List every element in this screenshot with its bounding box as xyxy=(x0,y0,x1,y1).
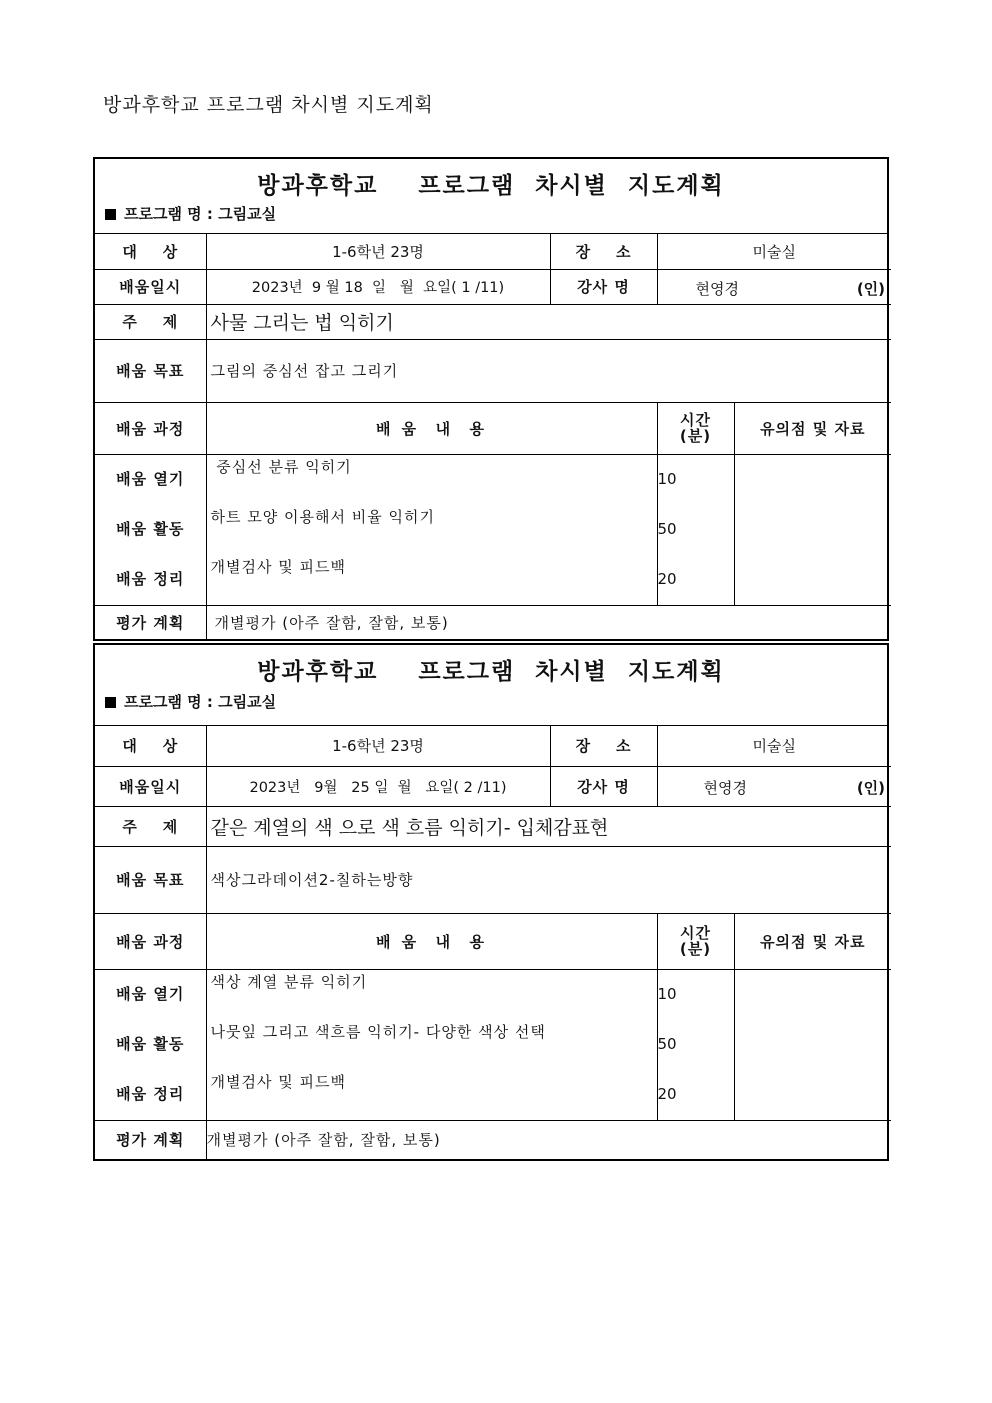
square-bullet-icon xyxy=(105,697,116,708)
teacher-label: 강사 명 xyxy=(550,766,657,806)
goal-label: 배움 목표 xyxy=(95,339,206,402)
goal-value: 색상그라데이션2-칠하는방향 xyxy=(206,846,891,913)
program-name xyxy=(95,201,887,233)
lesson-plan-2 xyxy=(93,643,889,1161)
target-label: 대 상 xyxy=(95,726,206,766)
plan-title: 방과후학교 프로그램 차시별 지도계획 xyxy=(257,173,725,199)
time-label: 시간 (분) xyxy=(657,402,734,454)
stage-times xyxy=(657,454,734,605)
seal-mark: (인) xyxy=(856,778,886,797)
plan-table xyxy=(95,726,891,1159)
date-label: 배움일시 xyxy=(95,269,206,304)
plan-title: 방과후학교 프로그램 차시별 지도계획 xyxy=(257,659,725,685)
plan-header xyxy=(95,159,887,234)
date-value: 2023년 9 월 18 일 월 요일( 1 /11) xyxy=(206,269,550,304)
stage-time-activity: 50 xyxy=(657,1034,677,1053)
notes-cell xyxy=(734,454,891,605)
eval-label: 평가 계획 xyxy=(95,605,206,639)
plan-table xyxy=(95,234,891,639)
stage-contents xyxy=(206,454,657,605)
goal-label: 배움 목표 xyxy=(95,846,206,913)
program-name-text: 프로그램 명 : 그림교실 xyxy=(124,693,277,711)
notes-label: 유의점 및 자료 xyxy=(734,913,891,969)
notes-label: 유의점 및 자료 xyxy=(734,402,891,454)
stage-content-open: 색상 계열 분류 익히기 xyxy=(210,972,368,991)
lesson-plan-1 xyxy=(93,157,889,641)
notes-cell xyxy=(734,969,891,1120)
plan-header xyxy=(95,645,887,726)
place-value: 미술실 xyxy=(657,234,891,269)
square-bullet-icon xyxy=(105,209,116,220)
target-label: 대 상 xyxy=(95,234,206,269)
program-name-text: 프로그램 명 : 그림교실 xyxy=(124,205,277,223)
date-label: 배움일시 xyxy=(95,766,206,806)
eval-label: 평가 계획 xyxy=(95,1120,206,1159)
process-label: 배움 과정 xyxy=(95,402,206,454)
stage-time-wrapup: 20 xyxy=(657,569,677,588)
content-label: 배 움 내 용 xyxy=(206,913,657,969)
teacher-cell xyxy=(657,766,891,806)
stage-content-wrapup: 개별검사 및 피드백 xyxy=(210,557,346,576)
stage-content-activity: 나뭇잎 그리고 색흐름 익히기- 다양한 색상 선택 xyxy=(210,1022,546,1041)
stage-contents xyxy=(206,969,657,1120)
stage-labels xyxy=(95,969,206,1120)
stage-label-open: 배움 열기 xyxy=(116,469,185,488)
stage-time-open: 10 xyxy=(657,984,677,1003)
program-name xyxy=(95,687,887,725)
stage-labels xyxy=(95,454,206,605)
teacher-value: 현영경 xyxy=(703,778,747,797)
target-value: 1-6학년 23명 xyxy=(206,726,550,766)
stage-content-wrapup: 개별검사 및 피드백 xyxy=(210,1072,346,1091)
stage-times xyxy=(657,969,734,1120)
date-value: 2023년 9월 25 일 월 요일( 2 /11) xyxy=(206,766,550,806)
stage-content-open: 중심선 분류 익히기 xyxy=(210,457,352,476)
place-value: 미술실 xyxy=(657,726,891,766)
stage-time-wrapup: 20 xyxy=(657,1084,677,1103)
process-label: 배움 과정 xyxy=(95,913,206,969)
stage-label-wrapup: 배움 정리 xyxy=(116,569,185,588)
stage-label-open: 배움 열기 xyxy=(116,984,185,1003)
topic-value: 사물 그리는 법 익히기 xyxy=(206,304,891,339)
topic-label: 주 제 xyxy=(95,304,206,339)
target-value: 1-6학년 23명 xyxy=(206,234,550,269)
teacher-value: 현영경 xyxy=(695,279,739,298)
stage-label-activity: 배움 활동 xyxy=(116,1034,185,1053)
eval-value: 개별평가 (아주 잘함, 잘함, 보통) xyxy=(206,605,891,639)
seal-mark: (인) xyxy=(856,279,886,298)
stage-time-activity: 50 xyxy=(657,519,677,538)
teacher-cell xyxy=(657,269,891,304)
eval-value: 개별평가 (아주 잘함, 잘함, 보통) xyxy=(206,1120,891,1159)
place-label: 장 소 xyxy=(550,234,657,269)
stage-time-open: 10 xyxy=(657,469,677,488)
document-heading: 방과후학교 프로그램 차시별 지도계획 xyxy=(103,94,434,116)
topic-label: 주 제 xyxy=(95,806,206,846)
stage-label-wrapup: 배움 정리 xyxy=(116,1084,185,1103)
place-label: 장 소 xyxy=(550,726,657,766)
content-label: 배 움 내 용 xyxy=(206,402,657,454)
stage-label-activity: 배움 활동 xyxy=(116,519,185,538)
time-label: 시간 (분) xyxy=(657,913,734,969)
stage-content-activity: 하트 모양 이용해서 비율 익히기 xyxy=(210,507,435,526)
topic-value: 같은 계열의 색 으로 색 흐름 익히기- 입체감표현 xyxy=(206,806,891,846)
teacher-label: 강사 명 xyxy=(550,269,657,304)
goal-value: 그림의 중심선 잡고 그리기 xyxy=(206,339,891,402)
